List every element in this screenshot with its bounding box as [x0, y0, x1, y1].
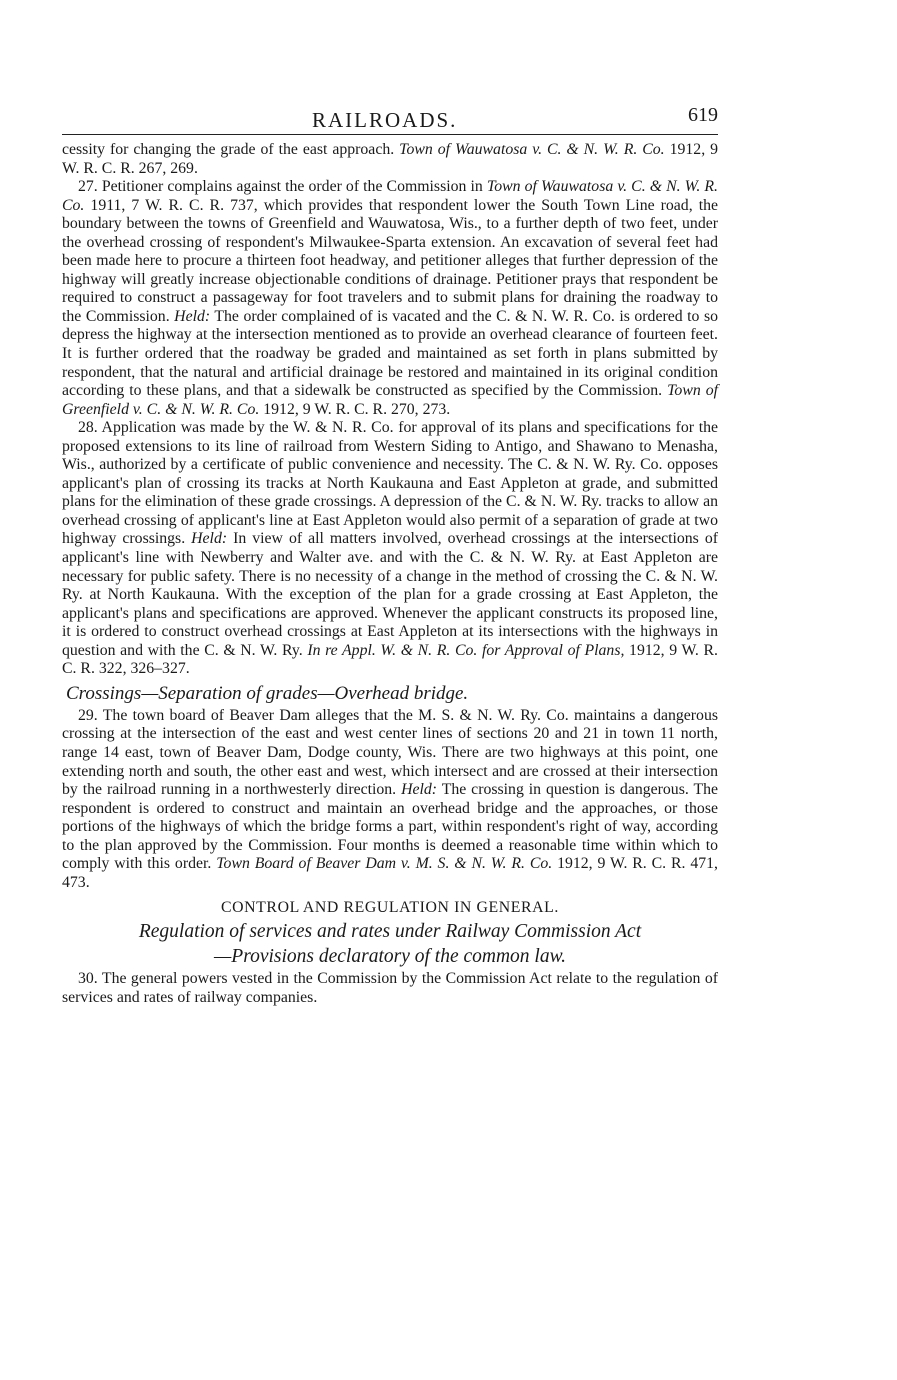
paragraph-text: 27. Petitioner complains against the order of the Commission in — [78, 178, 487, 196]
section-heading-crossings: Crossings—Separation of grades—Overhead bridge. — [66, 682, 469, 704]
paragraph-29 — [62, 707, 718, 892]
case-citation: Town of Wauwatosa v. C. & N. W. R. Co. — [399, 141, 665, 158]
citation-reference: 1912, 9 W. R. C. R. 471, 473. — [62, 855, 719, 891]
case-citation: In re Appl. W. & N. R. Co. for Approval of Plans, — [307, 641, 625, 659]
document-page — [62, 100, 718, 1007]
running-head — [62, 100, 718, 134]
case-citation: Town of Greenfield v. C. & N. W. R. Co. — [62, 382, 719, 418]
running-title: RAILROADS. — [312, 108, 458, 132]
page-number: 619 — [688, 104, 718, 126]
paragraph-text: 29. The town board of Beaver Dam alleges that the M. S. & N. W. Ry. Co. maintains a dangerous crossing at the intersection of the east and west center lines of sections 20 and 21 in town 11 north, range 14 east, town of Beaver Dam, Dodge county, Wis. There are two highways at this point, one extending north and south, the other east and west, which intersect and are crossed at their intersection by the railroad running in a northwesterly direction. — [62, 706, 718, 799]
paragraph-text: The crossing in question is dangerous. The respondent is ordered to construct and maintain an overhead bridge and the approaches, or those portions of the highways of which the bridge forms a part, within respondent's right of way, according to the plan approved by the Commission. Four months is deemed a reasonable time within which to comply with this order. — [62, 781, 718, 873]
case-citation: Town Board of Beaver Dam v. M. S. & N. W. R. Co. — [216, 855, 553, 873]
paragraph-30 — [62, 970, 718, 1007]
paragraph-text: 30. The general powers vested in the Commission by the Commission Act relate to the regulation of services and rates of railway companies. — [62, 970, 718, 1006]
sub-heading-regulation-line2: —Provisions declaratory of the common law. — [213, 946, 567, 968]
paragraph-27 — [62, 178, 718, 419]
paragraph-text: In view of all matters involved, overhead crossings at the intersections of applicant's line with Newberry and Walter ave. and with the C. & N. W. Ry. at East Appleton are necessary for public safety. There is no necessity of a change in the method of crossing the C. & N. W. Ry. at North Kaukauna. With the exception of the plan for a grade crossing at East Appleton, the applicant's plans and specifications are approved. Whenever the applicant constructs its proposed line, it is ordered to construct overhead crossings at East Appleton at its intersections with the highways in question and with the C. & N. W. Ry. — [62, 530, 718, 659]
paragraph-text: 28. Application was made by the W. & N. R. Co. for approval of its plans and specifications for the proposed extensions to its line of railroad from Western Siding to Antigo, and Shawano to Menasha, Wis., authorized by a certificate of public convenience and necessity. The C. & N. W. Ry. Co. opposes applicant's plan of crossing its tracks at North Kaukauna and East Appleton at grade, and submitted plans for the elimination of these grade crossings. A depression of the C. & N. W. Ry. tracks to allow an overhead crossing of applicant's line at East Appleton would also permit of a separation of grade at two highway crossings. — [62, 419, 718, 548]
held-label: Held: — [401, 781, 438, 799]
paragraph-continuation — [62, 141, 718, 178]
paragraph-text: cessity for changing the grade of the east approach. — [62, 141, 400, 158]
paragraph-28 — [62, 419, 718, 679]
citation-reference: 1912, 9 W. R. C. R. 267, 269. — [62, 141, 718, 177]
paragraph-text: 1911, 7 W. R. C. R. 737, which provides that respondent lower the South Town Line road, the boundary between the towns of Greenfield and Wauwatosa, Wis., to a further depth of two feet, under the overhead crossing of respondent's Milwaukee-Sparta extension. An excavation of several feet had been made here to procure a thirteen foot headway, and petitioner alleges that further depression of the highway will greatly increase objectionable conditions of drainage. Petitioner prays that respondent be required to construct a passageway for foot travelers and to submit plans for draining the roadway to the Commission. — [62, 196, 718, 325]
paragraph-text: The order complained of is vacated and the C. & N. W. R. Co. is ordered to so depress the highway at the intersection mentioned as to provide an overhead clearance of fourteen feet. It is further ordered that the roadway be graded and maintained as set forth in plans submitted by respondent, that the natural and artificial drainage be restored and maintained in its original condition according to these plans, and that a sidewalk be constructed as specified by the Commission. — [62, 307, 718, 400]
case-citation: Town of Wauwatosa v. C. & N. W. R. Co. — [62, 178, 718, 214]
section-heading-control: CONTROL AND REGULATION IN GENERAL. — [221, 899, 559, 917]
citation-reference: 1912, 9 W. R. C. R. 270, 273. — [259, 400, 451, 418]
header-rule — [62, 134, 718, 135]
citation-reference: 1912, 9 W. R. C. R. 322, 326–327. — [62, 641, 718, 678]
sub-heading-regulation-line1: Regulation of services and rates under Railway Commission Act — [138, 921, 642, 943]
held-label: Held: — [191, 530, 228, 548]
held-label: Held: — [174, 307, 211, 325]
